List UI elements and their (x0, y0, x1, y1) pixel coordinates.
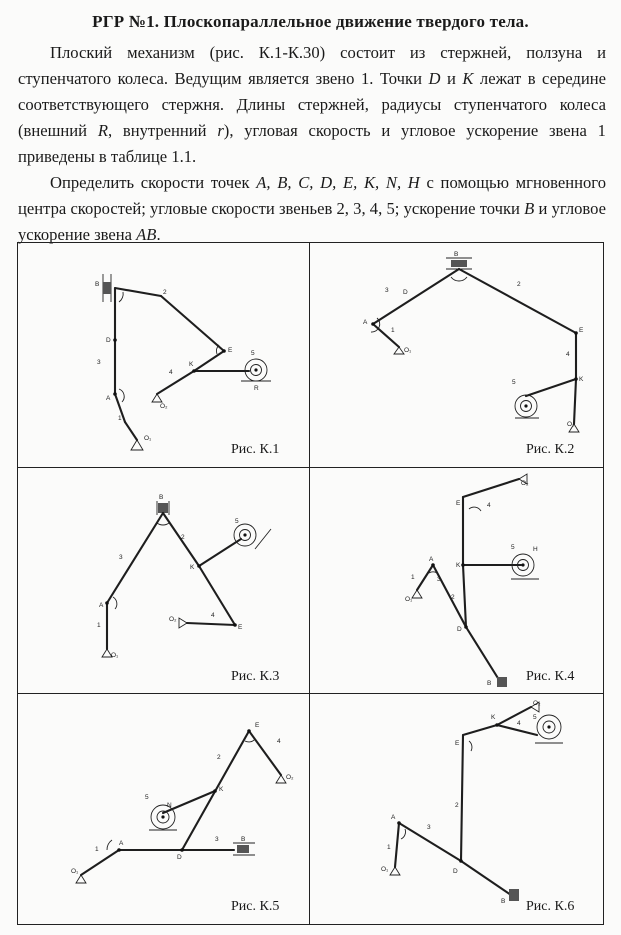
k6-label-7: 3 (427, 824, 431, 831)
figure-k5-caption: Рис. К.5 (231, 899, 280, 914)
figure-k6-drawing (311, 695, 603, 924)
k2-label-3: D (403, 289, 408, 296)
k1-label-8: 5 (251, 350, 255, 357)
figure-k6 (311, 695, 603, 924)
k2-label-1: 2 (517, 281, 521, 288)
k4-label-1: E (456, 500, 461, 507)
k3-label-3: A (99, 602, 104, 609)
k1-label-1: 2 (163, 289, 167, 296)
task-paragraph-description: Плоский механизм (рис. К.1-К.30) состоит из стержней, ползуна и ступенчатого колеса. Ведущим является звено 1. Точки D и K лежат в середине соответствующего стержня. Длины стержней, радиусы ступенчатого колеса (внешний R, внутренний r), угловая скорость и угловое ускорение звена 1 приведены в таблице 1.1. (18, 43, 606, 166)
k2-label-4: A (363, 319, 368, 326)
k5-label-7: O₁ (71, 868, 79, 875)
k6-label-1: K (491, 714, 496, 721)
figure-k5-drawing (19, 695, 308, 924)
k3-label-5: O₁ (111, 652, 119, 659)
k2-label-2: 3 (385, 287, 389, 294)
k4-label-0: O₂ (521, 480, 529, 487)
k5-label-12: B (241, 836, 246, 843)
k6-label-0: O₂ (533, 700, 541, 707)
figure-k5 (19, 695, 308, 924)
k4-label-6: A (429, 556, 434, 563)
task-paragraph-question: Определить скорости точек A, B, C, D, E, K, N, H с помощью мгновенного центра скоростей; угловые скорости звеньев 2, 3, 4, 5; ускорение точки B и угловое ускорение звена AB. (18, 173, 606, 244)
k2-label-5: 1 (391, 327, 395, 334)
k1-label-10: K (189, 361, 194, 368)
k2-label-8: 4 (566, 351, 570, 358)
k6-label-9: O₁ (381, 866, 389, 873)
k3-label-7: 5 (235, 518, 239, 525)
k4-label-9: 1 (411, 574, 415, 581)
figure-k1-drawing (19, 244, 308, 466)
k5-label-2: O₂ (286, 774, 294, 781)
k5-label-5: 5 (145, 794, 149, 801)
figure-k3-drawing (19, 469, 308, 692)
k5-label-3: 2 (217, 754, 221, 761)
figure-k6-caption: Рис. К.6 (526, 899, 575, 914)
figure-k3-caption: Рис. К.3 (231, 669, 280, 684)
figure-k2-drawing (311, 244, 603, 466)
k3-label-4: 1 (97, 622, 101, 629)
figure-k1 (19, 244, 308, 466)
figure-k2-caption: Рис. К.2 (526, 442, 575, 457)
k1-label-7: E (228, 347, 233, 354)
k6-label-8: 1 (387, 844, 391, 851)
k3-label-1: 2 (181, 534, 185, 541)
k6-label-3: 5 (533, 714, 537, 721)
k6-label-11: B (501, 898, 506, 905)
k3-label-6: K (190, 564, 195, 571)
k1-label-4: A (106, 395, 111, 402)
k3-label-9: O₂ (169, 616, 177, 623)
figure-k2 (311, 244, 603, 466)
k1-label-3: 3 (97, 359, 101, 366)
figure-k4 (311, 469, 603, 692)
k4-label-10: 3 (437, 576, 441, 583)
k1-label-11: O₂ (160, 403, 168, 410)
k4-label-2: 4 (487, 502, 491, 509)
k5-label-11: 3 (215, 836, 219, 843)
k4-label-4: 5 (511, 544, 515, 551)
k5-label-1: 4 (277, 738, 281, 745)
k3-label-10: E (238, 624, 243, 631)
k2-label-9: K (579, 376, 584, 383)
k6-label-6: A (391, 814, 396, 821)
k5-label-4: K (219, 786, 224, 793)
k3-label-0: B (159, 494, 164, 501)
k1-label-12: R (254, 385, 259, 392)
k6-label-2: 4 (517, 720, 521, 727)
k3-label-2: 3 (119, 554, 123, 561)
k1-label-2: D (106, 337, 111, 344)
k2-label-6: O₁ (404, 347, 412, 354)
k4-label-7: 2 (451, 594, 455, 601)
k6-label-10: D (453, 868, 458, 875)
k2-label-0: B (454, 251, 459, 258)
k1-label-5: 1 (118, 415, 122, 422)
figure-k3 (19, 469, 308, 692)
figure-k4-caption: Рис. К.4 (526, 669, 575, 684)
k5-label-8: A (119, 840, 124, 847)
figure-k4-drawing (311, 469, 603, 692)
k2-label-10: 5 (512, 379, 516, 386)
k6-label-5: 2 (455, 802, 459, 809)
k4-label-12: B (487, 680, 492, 687)
k4-label-5: H (533, 546, 538, 553)
k1-label-9: 4 (169, 369, 173, 376)
k4-label-8: O₁ (405, 596, 413, 603)
k3-label-8: 4 (211, 612, 215, 619)
figure-k1-caption: Рис. К.1 (231, 442, 280, 457)
k5-label-10: D (177, 854, 182, 861)
k5-label-0: E (255, 722, 260, 729)
k6-label-4: E (455, 740, 460, 747)
k2-label-11: O₂ (567, 421, 575, 428)
k1-label-0: B (95, 281, 100, 288)
k1-label-6: O₁ (144, 435, 152, 442)
page-title: РГР №1. Плоскопараллельное движение твердого тела. (92, 12, 529, 31)
k4-label-11: D (457, 626, 462, 633)
k5-label-6: N (167, 802, 172, 809)
k2-label-7: E (579, 327, 584, 334)
k5-label-9: 1 (95, 846, 99, 853)
k4-label-3: K (456, 562, 461, 569)
